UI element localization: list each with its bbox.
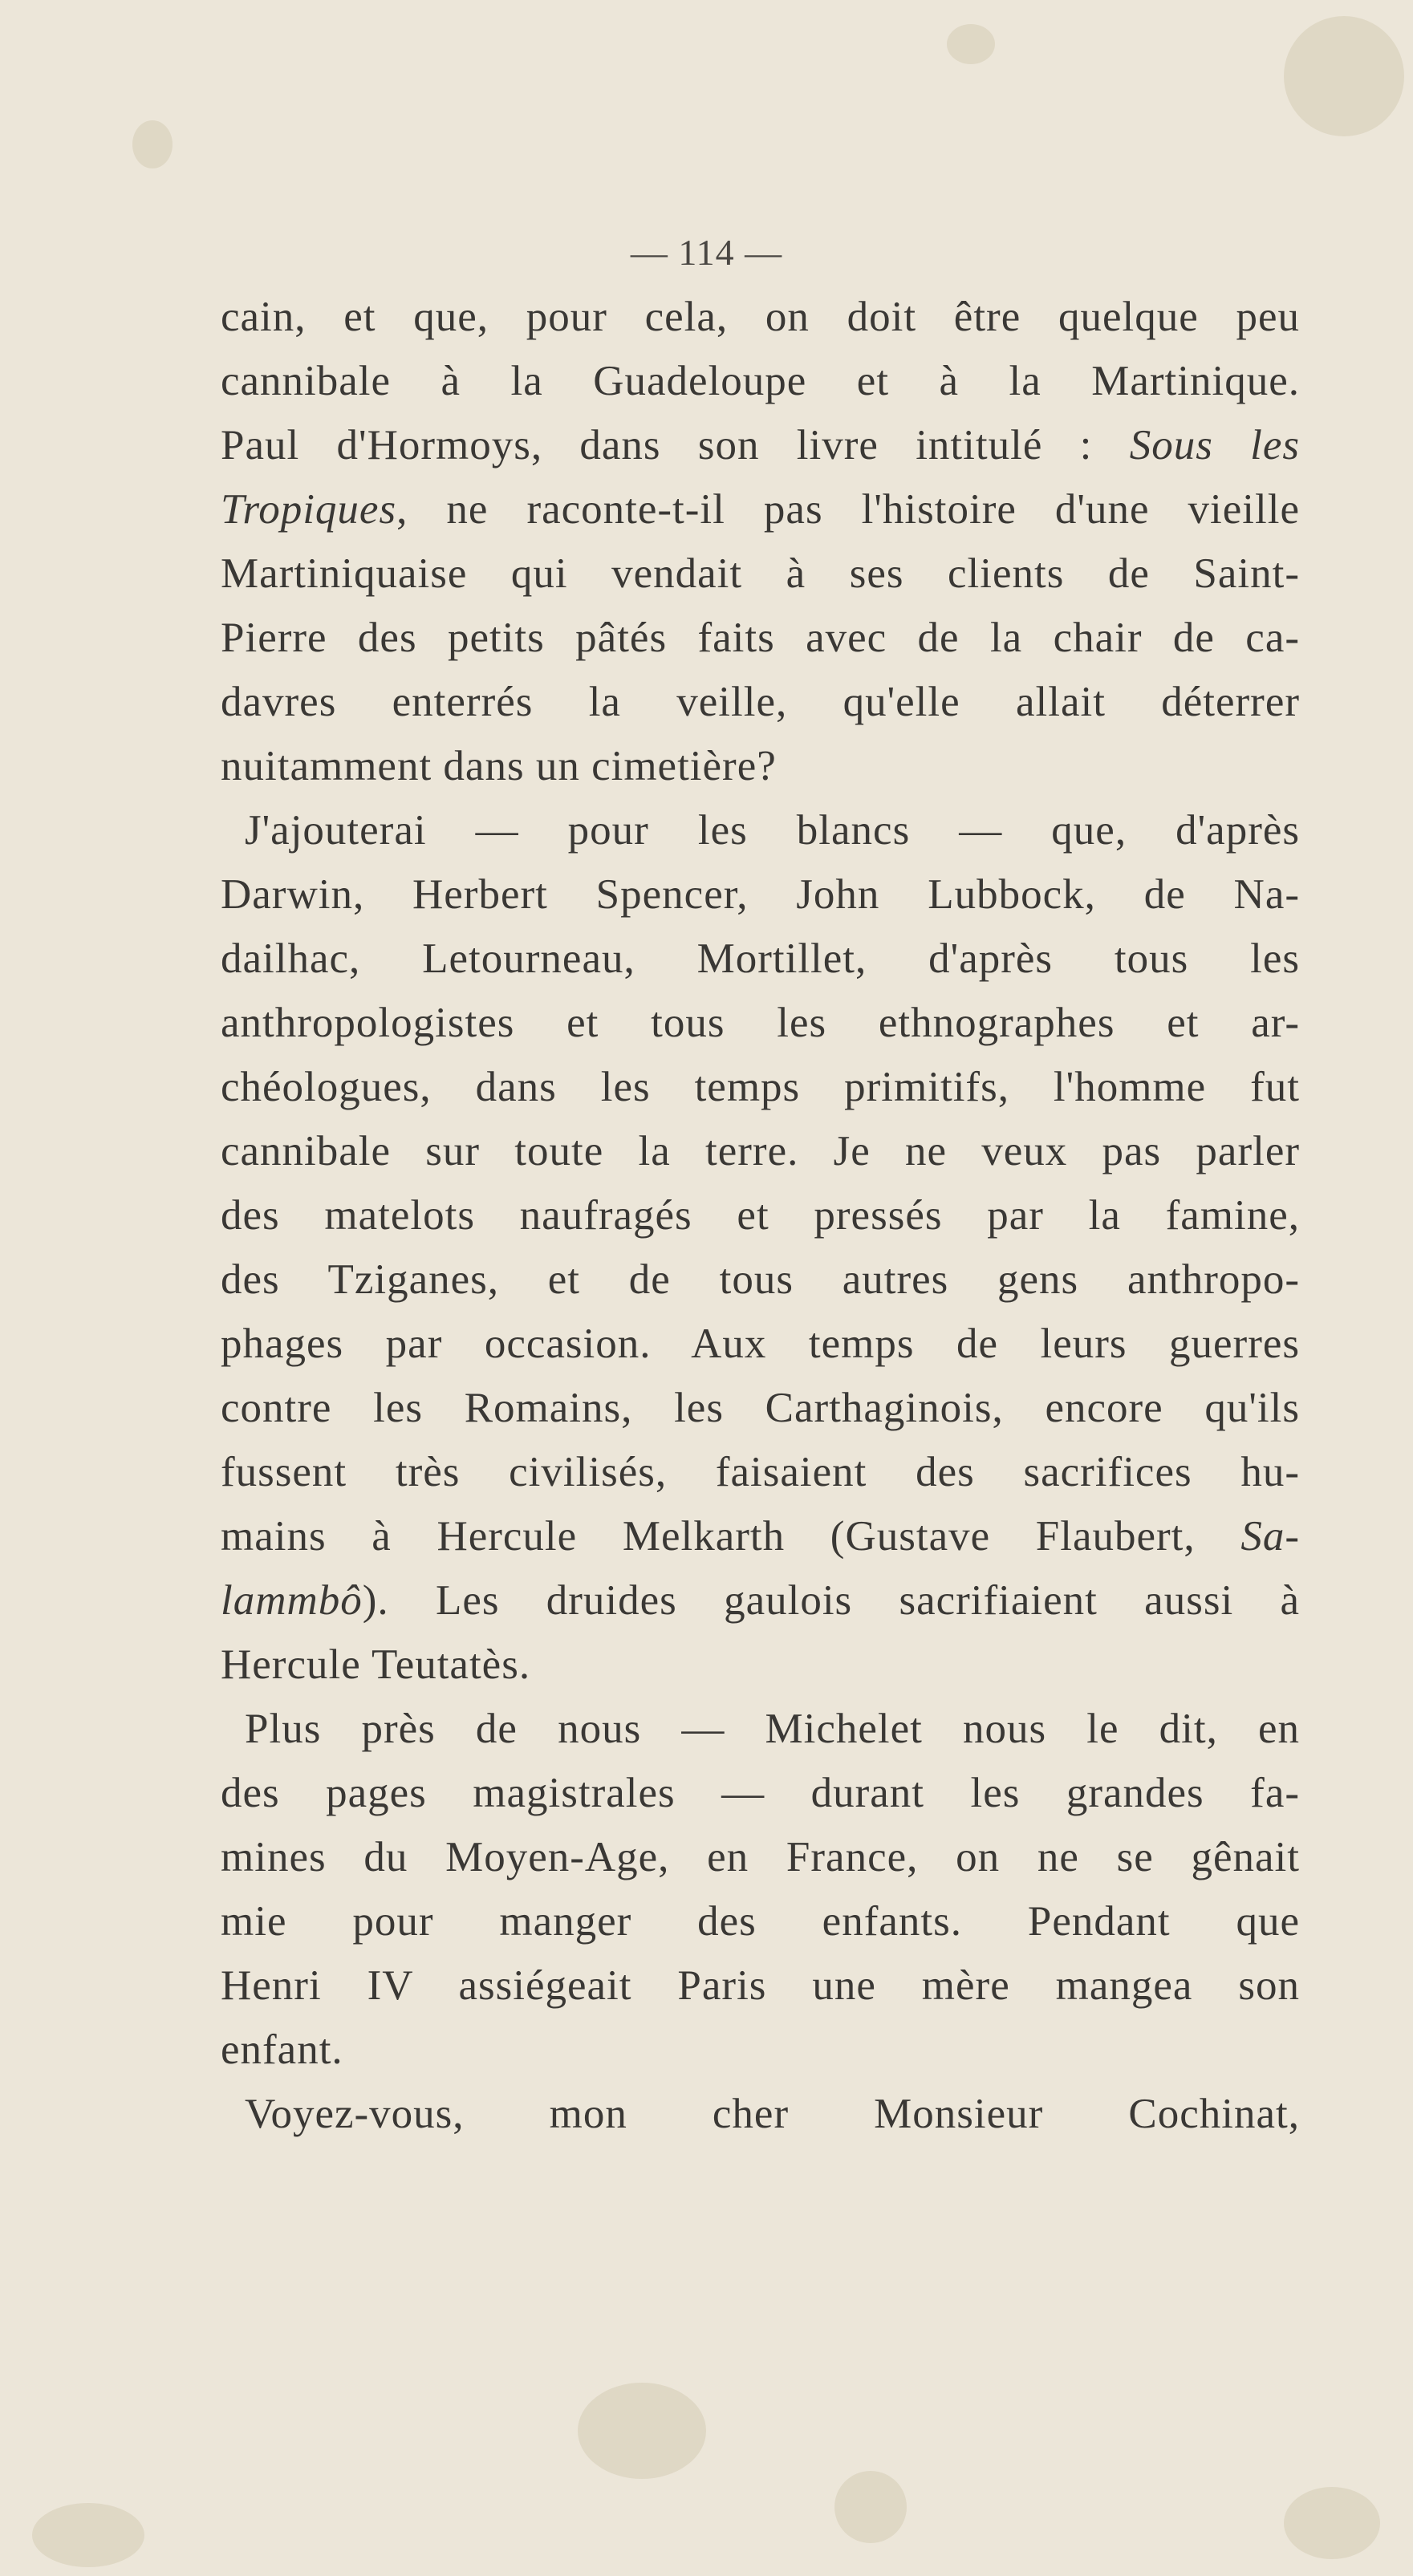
text-run: Paul d'Hormoys, dans son livre intitulé : (221, 422, 1130, 469)
book-title-italic: Sa- (1240, 1513, 1300, 1560)
text-line: dailhac, Letourneau, Mortillet, d'après tous les (221, 935, 1300, 982)
text-line: nuitamment dans un cimetière? (221, 743, 777, 789)
text-line: cannibale à la Guadeloupe et à la Martinique. (221, 358, 1300, 404)
text-line: Voyez-vous, mon cher Monsieur Cochinat, (245, 2091, 1300, 2137)
text-line: cannibale sur toute la terre. Je ne veux pas parler (221, 1128, 1300, 1174)
foxing-spot (947, 24, 995, 64)
text-line: des pages magistrales — durant les grandes fa- (221, 1770, 1300, 1816)
text-line: Martiniquaise qui vendait à ses clients de Saint- (221, 550, 1300, 597)
text-line: contre les Romains, les Carthaginois, encore qu'ils (221, 1385, 1300, 1431)
text-run: ). Les druides gaulois sacrifiaient aussi à (362, 1577, 1300, 1624)
text-line: Henri IV assiégeait Paris une mère mangea son (221, 1962, 1300, 2009)
text-line: Plus près de nous — Michelet nous le dit, en (245, 1706, 1300, 1752)
text-line: enfant. (221, 2026, 343, 2073)
foxing-spot (132, 120, 173, 168)
text-line: phages par occasion. Aux temps de leurs guerres (221, 1320, 1300, 1367)
text-line: mines du Moyen-Age, en France, on ne se gênait (221, 1834, 1300, 1880)
foxing-spot (578, 2383, 706, 2479)
text-line: Darwin, Herbert Spencer, John Lubbock, de Na- (221, 871, 1300, 918)
text-line: J'ajouterai — pour les blancs — que, d'après (245, 807, 1300, 854)
foxing-spot (834, 2471, 907, 2543)
text-line: mie pour manger des enfants. Pendant que (221, 1898, 1300, 1945)
foxing-spot (1284, 2487, 1380, 2559)
text-run: mains à Hercule Melkarth (Gustave Flaubert, (221, 1513, 1241, 1560)
book-title-italic: lammbô (221, 1577, 363, 1624)
text-line: des Tziganes, et de tous autres gens anthropo- (221, 1256, 1300, 1303)
text-run: , ne raconte-t-il pas l'histoire d'une vieille (396, 486, 1300, 533)
text-line: des matelots naufragés et pressés par la famine, (221, 1192, 1300, 1239)
book-title-italic: Tropiques (221, 486, 397, 533)
text-line (221, 1568, 1300, 1633)
text-line: cain, et que, pour cela, on doit être quelque peu (221, 294, 1300, 340)
foxing-spot (32, 2503, 144, 2567)
text-line (221, 413, 1300, 477)
foxing-spot (1284, 16, 1404, 136)
text-line (221, 1504, 1300, 1568)
text-line: Hercule Teutatès. (221, 1641, 531, 1688)
text-line: anthropologistes et tous les ethnographes et ar- (221, 1000, 1300, 1046)
text-line: davres enterrés la veille, qu'elle allait déterrer (221, 679, 1300, 725)
text-line: chéologues, dans les temps primitifs, l'homme fut (221, 1064, 1300, 1110)
text-line: Pierre des petits pâtés faits avec de la chair de ca- (221, 615, 1300, 661)
page-number: — 114 — (630, 232, 783, 273)
book-title-italic: Sous les (1129, 422, 1301, 469)
body-text (221, 285, 1300, 2146)
text-line: fussent très civilisés, faisaient des sacrifices hu- (221, 1449, 1300, 1495)
text-line (221, 477, 1300, 542)
